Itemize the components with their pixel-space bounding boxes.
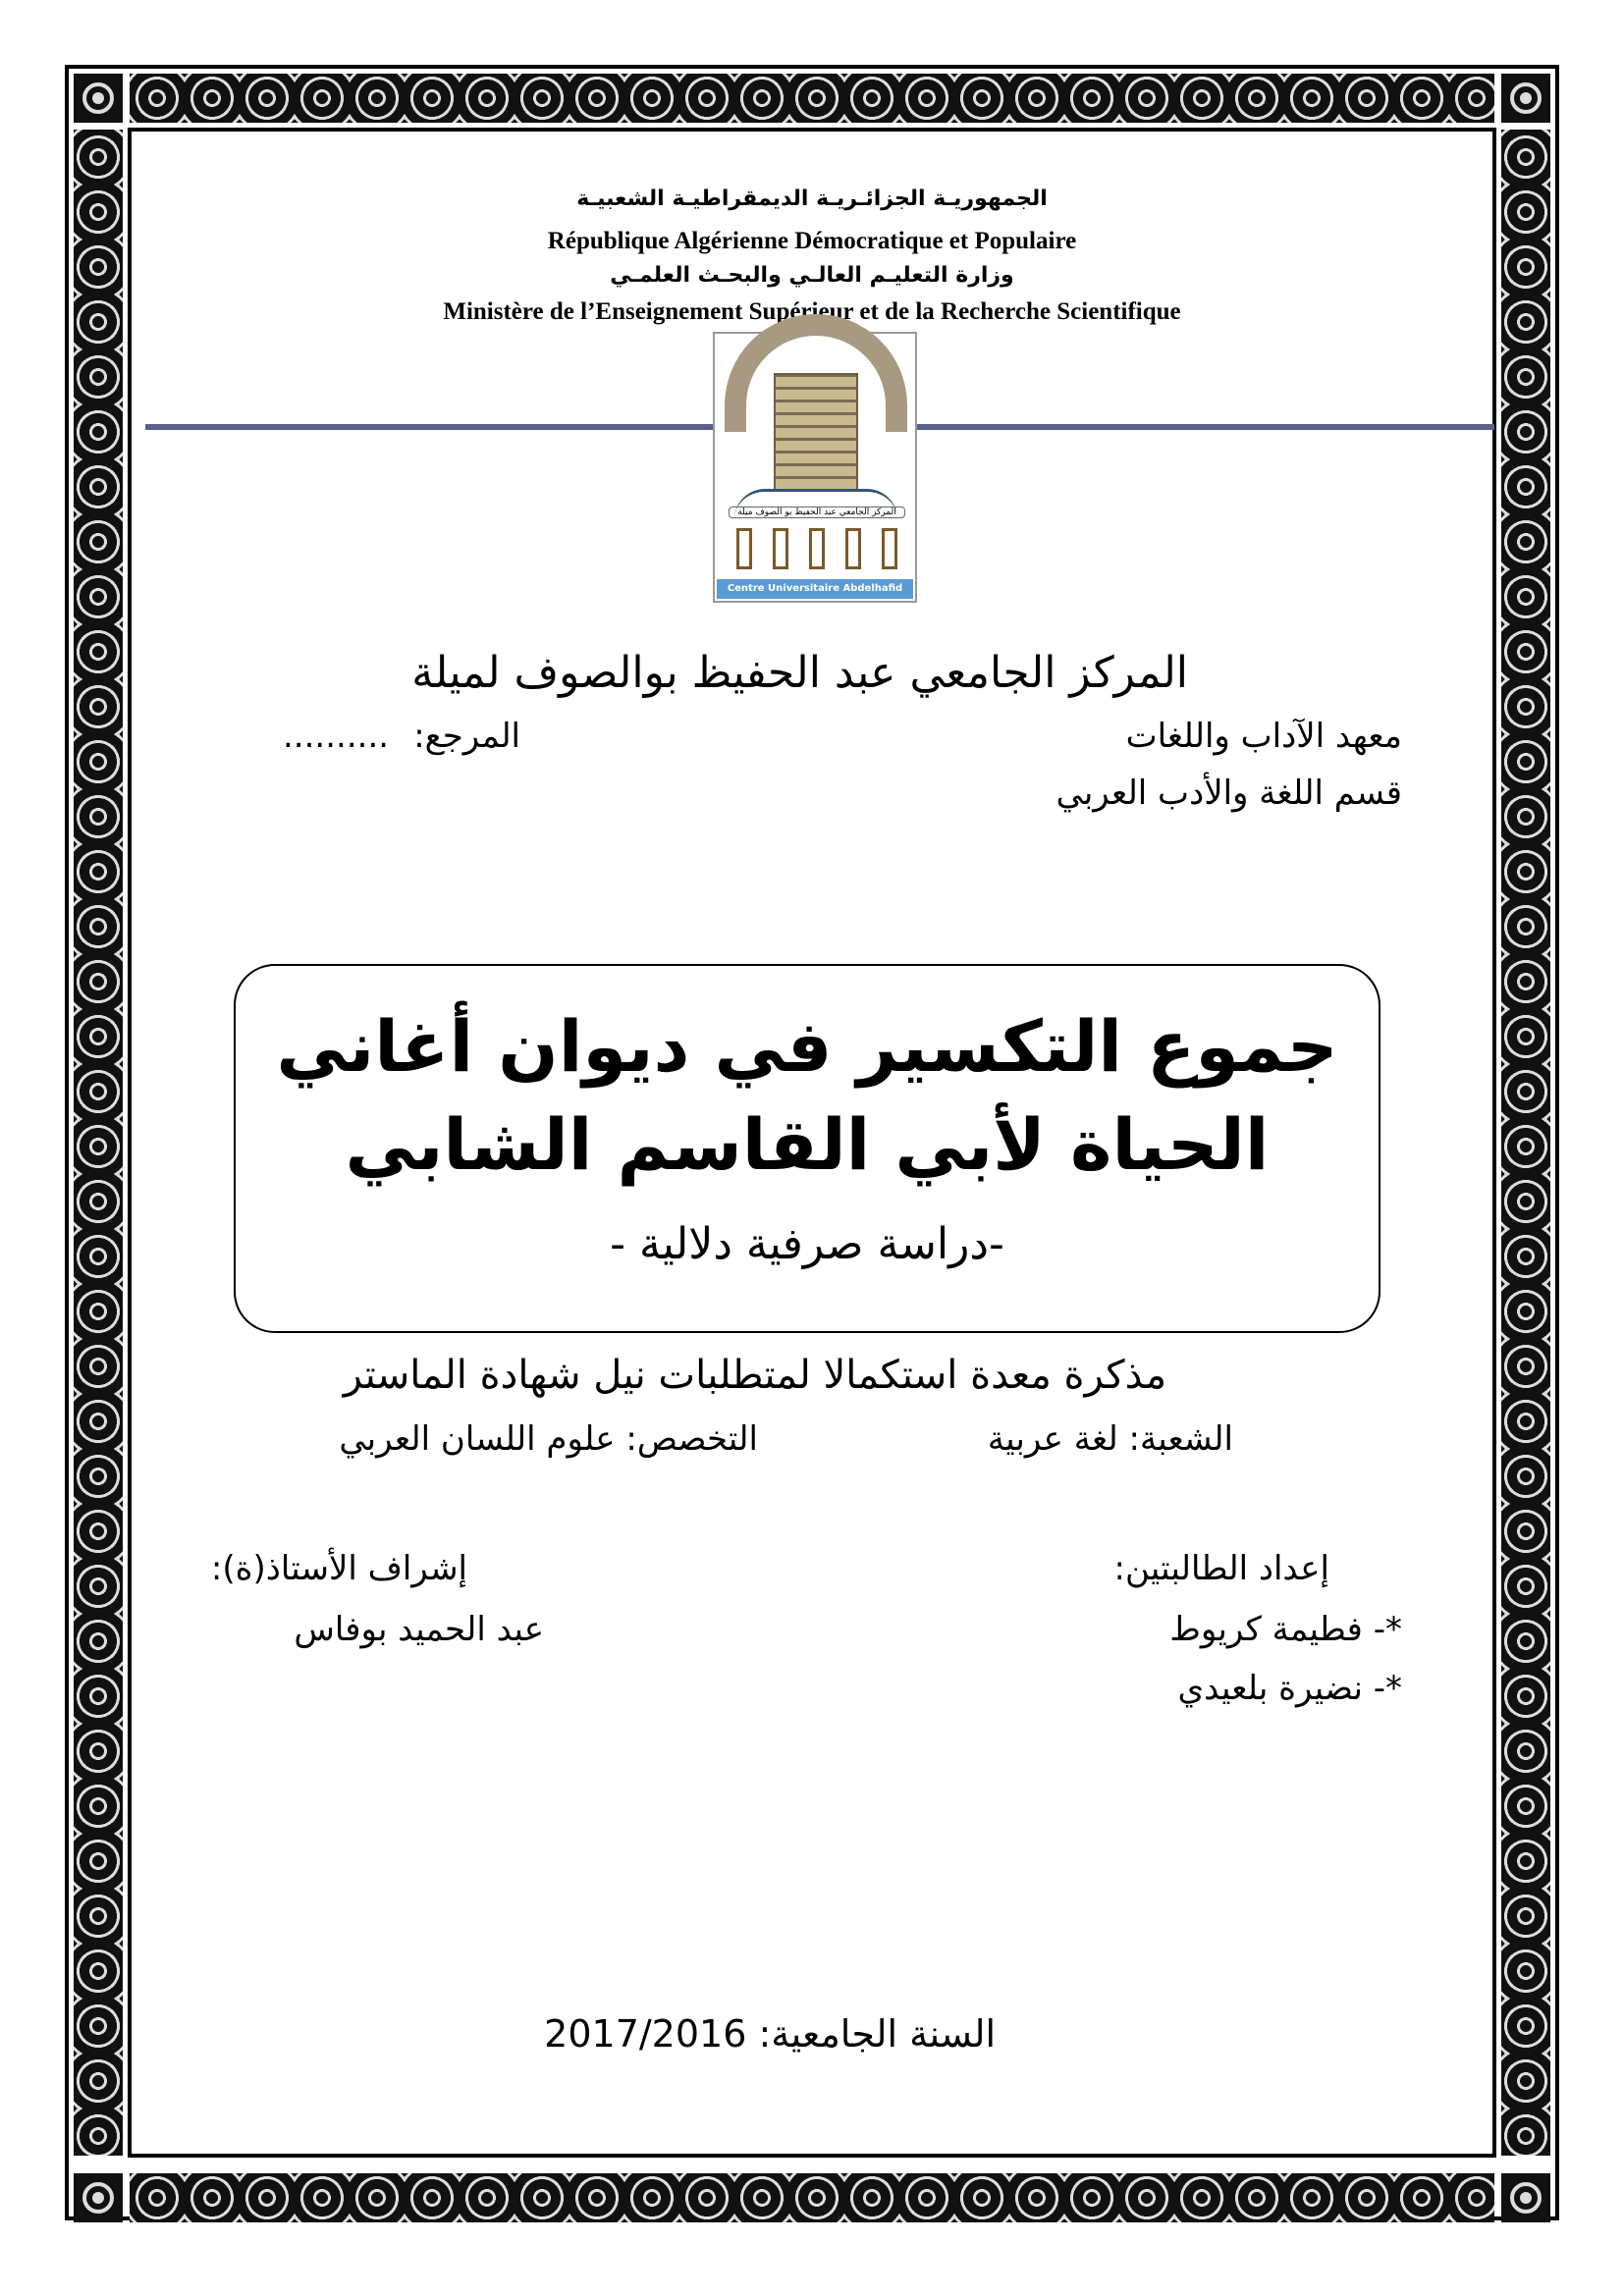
- student-name: *- نضيرة بلعيدي: [1177, 1669, 1402, 1708]
- republic-name-fr: République Algérienne Démocratique et Populaire: [547, 228, 1077, 254]
- department-name: قسم اللغة والأدب العربي: [1056, 774, 1402, 813]
- thesis-title-box: [234, 964, 1380, 1333]
- logo-caption: المركز الجامعي عبد الحفيظ بو الصوف ميلة: [729, 507, 905, 518]
- authors-label: إعداد الطالبتين:: [1113, 1549, 1329, 1588]
- reference-label: المرجع:: [413, 717, 520, 756]
- frame-corner-ornament: [74, 74, 123, 123]
- header-divider-right: [917, 424, 1494, 430]
- logo-pillar: [882, 528, 897, 569]
- ministry-name-ar: وزارة التعليـم العالـي والبحـث العلمـي: [610, 263, 1014, 288]
- ministry-name-fr: Ministère de l’Enseignement Supérieur et de la Recherche Scientifique: [443, 298, 1181, 325]
- logo-pillar: [736, 528, 752, 569]
- logo-pillars: [736, 528, 897, 569]
- header-divider-left: [145, 424, 713, 430]
- republic-name-ar: الجمهوريـة الجزائـريـة الديمقراطيـة الشعبيـة: [576, 187, 1048, 211]
- institute-name: معهد الآداب واللغات: [1125, 717, 1402, 756]
- frame-border-top: [130, 74, 1494, 123]
- specialty: التخصص: علوم اللسان العربي: [339, 1419, 758, 1459]
- supervisor-label: إشراف الأستاذ(ة):: [210, 1549, 467, 1588]
- reference-value: ..........: [283, 717, 390, 756]
- frame-border-bottom: [130, 2173, 1494, 2222]
- logo-ribbon: Centre Universitaire Abdelhafid Boussouf Mila: [717, 579, 913, 599]
- thesis-title-line1: جموع التكسير في ديوان أغاني: [276, 1005, 1338, 1088]
- university-logo: [713, 332, 917, 614]
- memo-purpose: مذكرة معدة استكمالا لمتطلبات نيل شهادة الماستر: [343, 1353, 1166, 1398]
- academic-year: السنة الجامعية: 2017/2016: [544, 2012, 996, 2056]
- thesis-subtitle: -دراسة صرفية دلالية -: [610, 1219, 1004, 1269]
- frame-corner-ornament: [74, 2173, 123, 2222]
- logo-pillar: [809, 528, 825, 569]
- frame-border-left: [74, 130, 123, 2156]
- university-center-name: المركز الجامعي عبد الحفيظ بوالصوف لميلة: [411, 648, 1188, 698]
- thesis-title-line2: الحياة لأبي القاسم الشابي: [345, 1103, 1270, 1186]
- logo-pillar: [845, 528, 861, 569]
- logo-building: [774, 373, 858, 491]
- frame-corner-ornament: [1501, 2173, 1550, 2222]
- branch: الشعبة: لغة عربية: [987, 1419, 1233, 1459]
- frame-border-right: [1501, 130, 1550, 2156]
- supervisor-name: عبد الحميد بوفاس: [294, 1610, 544, 1649]
- logo-pillar: [773, 528, 788, 569]
- student-name: *- فطيمة كريوط: [1169, 1610, 1402, 1649]
- frame-corner-ornament: [1501, 74, 1550, 123]
